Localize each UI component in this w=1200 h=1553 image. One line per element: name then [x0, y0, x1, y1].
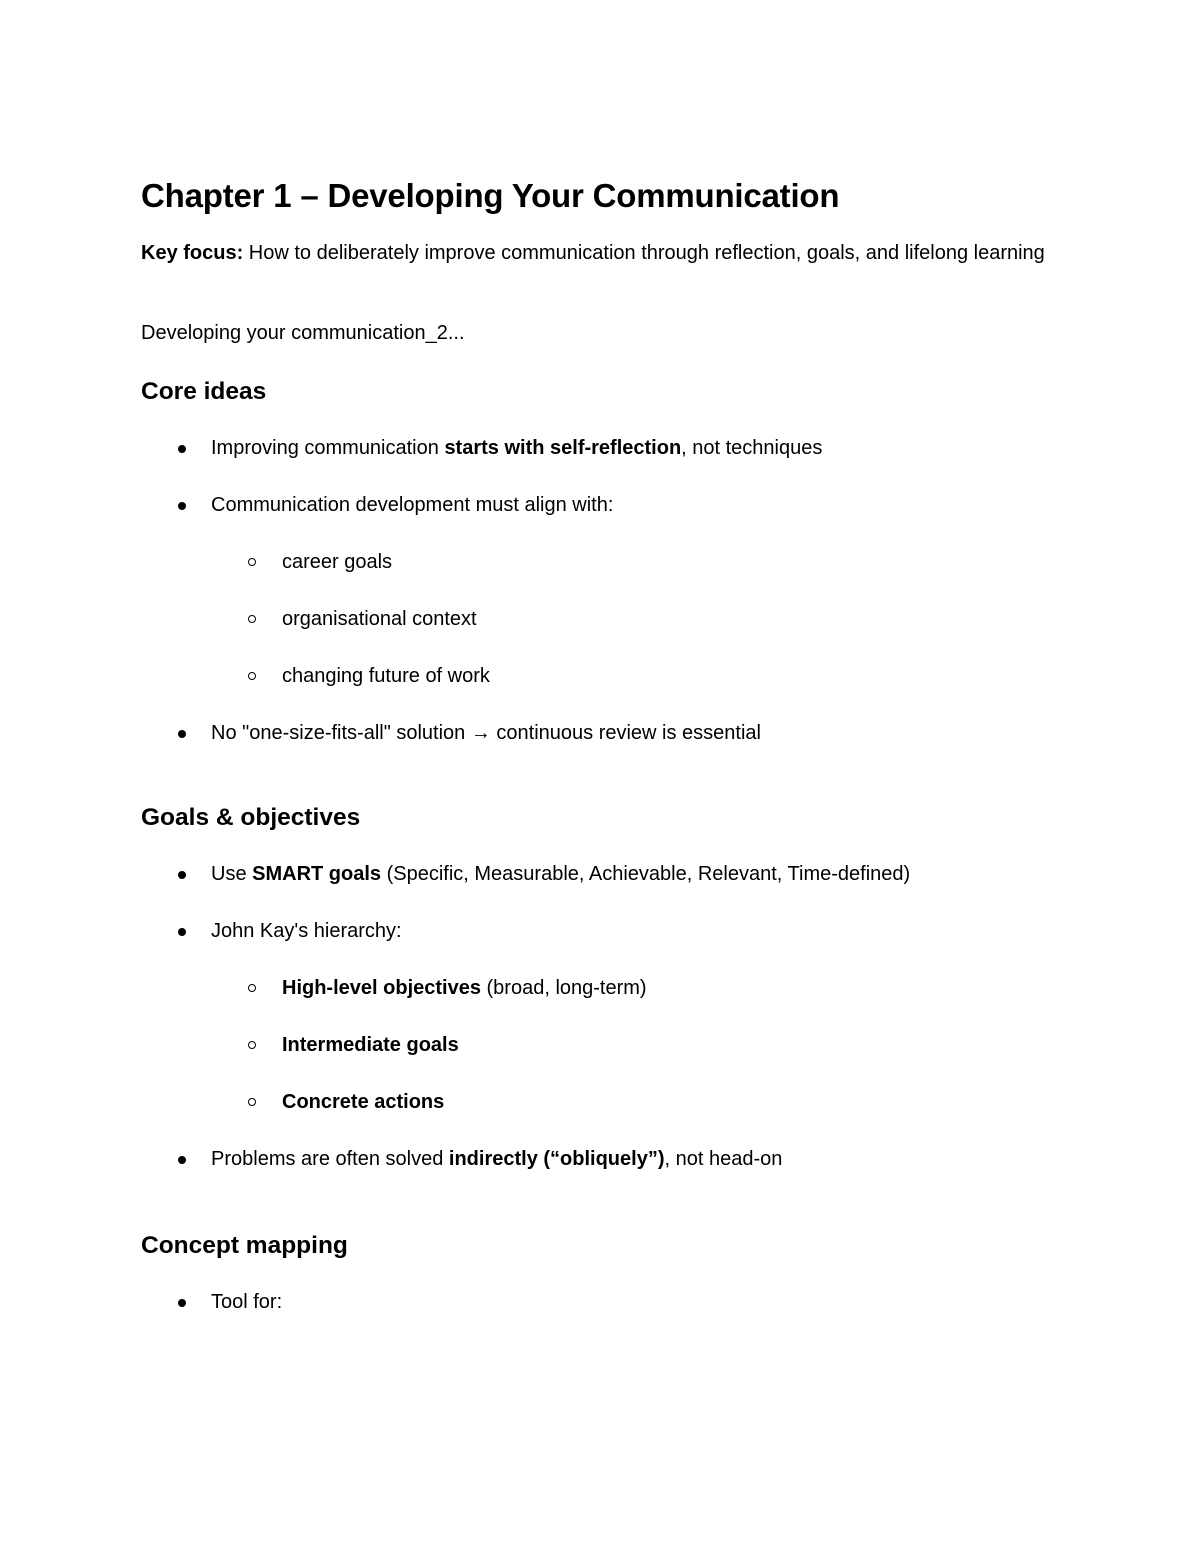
list-item: Use SMART goals (Specific, Measurable, Achievable, Relevant, Time-defined) — [141, 860, 1061, 888]
list-item: No "one-size-fits-all" solution → continuous review is essential — [141, 719, 1061, 747]
section-heading-concept-mapping: Concept mapping — [141, 1232, 348, 1259]
sub-list-item: Intermediate goals — [141, 1031, 1061, 1059]
key-focus-paragraph — [141, 239, 1061, 267]
attachment-link[interactable]: Developing your communication_2... — [141, 322, 465, 344]
list-item: Problems are often solved indirectly (“obliquely”), not head-on — [141, 1145, 1061, 1173]
list-item: Communication development must align with: — [141, 491, 1061, 519]
sub-list-item: organisational context — [141, 605, 1061, 633]
sub-list-item: Concrete actions — [141, 1088, 1061, 1116]
document-page — [141, 176, 1061, 1316]
section-heading-goals: Goals & objectives — [141, 804, 361, 831]
section-heading-core-ideas: Core ideas — [141, 378, 267, 405]
list-item: John Kay's hierarchy: — [141, 917, 1061, 945]
sub-list-item: changing future of work — [141, 662, 1061, 690]
sub-list-item: career goals — [141, 548, 1061, 576]
concept-mapping-list — [141, 1288, 1061, 1316]
list-item: Improving communication starts with self-reflection, not techniques — [141, 434, 1061, 462]
sub-list-item: High-level objectives (broad, long-term) — [141, 974, 1061, 1002]
core-ideas-list — [141, 434, 1061, 747]
page-title: Chapter 1 – Developing Your Communication — [141, 177, 840, 214]
key-focus-label: Key focus: — [141, 242, 244, 264]
goals-list — [141, 860, 1061, 1173]
list-item: Tool for: — [141, 1288, 1061, 1316]
key-focus-text: How to deliberately improve communication through reflection, goals, and lifelong learning — [243, 242, 1045, 264]
